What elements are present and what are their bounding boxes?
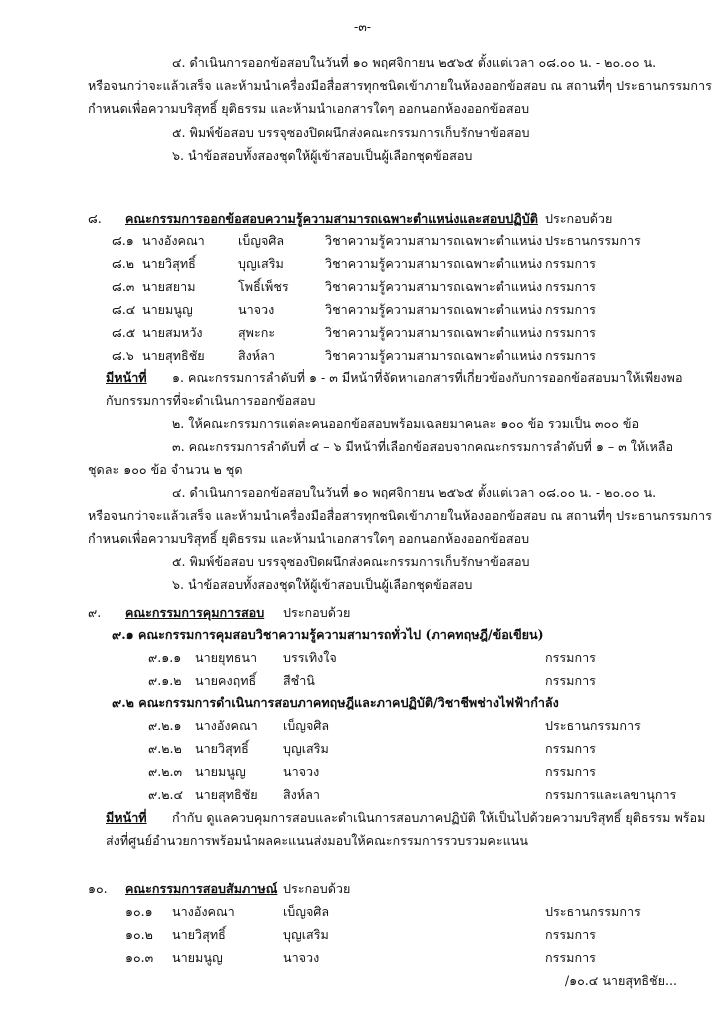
member-role: ประธานกรรมการ [545, 718, 641, 733]
member-first-name: นายวิสุทธิ์ [142, 256, 196, 271]
member-role: กรรมการ [545, 256, 596, 271]
paragraph-5: ๕. พิมพ์ข้อสอบ บรรจุซองปิดผนึกส่งคณะกรรมการเก็บรักษาข้อสอบ [172, 125, 530, 140]
paragraph-4-line-1: ๔. ดำเนินการออกข้อสอบในวันที่ ๑๐ พฤศจิกายน ๒๕๖๕ ตั้งแต่เวลา ๐๘.๐๐ น. - ๒๐.๐๐ น. [172, 55, 657, 70]
section-8-duty-label: มีหน้าที่ [106, 370, 147, 385]
section-10-composed: ประกอบด้วย [283, 881, 351, 896]
subsection-9-2-heading: ๙.๒ คณะกรรมการดำเนินการสอบภาคทฤษฎีและภาคปฏิบัติ/วิชาชีพช่างไฟฟ้ากำลัง [112, 695, 559, 710]
member-number: ๙.๒.๒ [148, 741, 182, 756]
member-first-name: นางอังคณา [142, 233, 205, 248]
member-role: กรรมการ [545, 741, 596, 756]
section-9-duty-line-2: ส่งที่ศูนย์อำนวยการพร้อมนำผลคะแนนส่งมอบให้คณะกรรมการรวบรวมคะแนน [106, 833, 528, 848]
section-10-heading: คณะกรรมการสอบสัมภาษณ์ [125, 881, 278, 896]
member-number: ๑๐.๒ [125, 927, 153, 942]
member-subject: วิชาความรู้ความสามารถเฉพาะตำแหน่ง [325, 325, 543, 340]
member-last-name: เบ็ญจศิล [283, 904, 330, 919]
member-last-name: เบ็ญจศิล [238, 233, 285, 248]
duty-4-line-3: กำหนดเพื่อความบริสุทธิ์ ยุติธรรม และห้ามนำเอกสารใดๆ ออกนอกห้องออกข้อสอบ [88, 531, 530, 546]
member-number: ๑๐.๑ [125, 904, 153, 919]
member-last-name: สิงห์ลา [283, 787, 320, 802]
duty-5: ๕. พิมพ์ข้อสอบ บรรจุซองปิดผนึกส่งคณะกรรมการเก็บรักษาข้อสอบ [172, 554, 530, 569]
section-8-composed: ประกอบด้วย [545, 211, 613, 226]
member-last-name: บรรเทิงใจ [283, 650, 337, 665]
section-8-number: ๘. [88, 211, 102, 226]
member-number: ๙.๑.๑ [148, 650, 182, 665]
section-8-heading: คณะกรรมการออกข้อสอบความรู้ความสามารถเฉพาะตำแหน่งและสอบปฏิบัติ [125, 211, 538, 226]
member-role: กรรมการ [545, 650, 596, 665]
member-first-name: นายคงฤทธิ์ [195, 673, 257, 688]
duty-3-line-2: ชุดละ ๑๐๐ ข้อ จำนวน ๒ ชุด [88, 462, 243, 477]
member-last-name: สิงห์ลา [238, 348, 275, 363]
member-first-name: นายวิสุทธิ์ [172, 927, 226, 942]
member-last-name: สุพะกะ [238, 325, 276, 340]
duty-1-line-2: กับกรรมการที่จะดำเนินการออกข้อสอบ [106, 393, 316, 408]
duty-4-line-2: หรือจนกว่าจะแล้วเสร็จ และห้ามนำเครื่องมือสื่อสารทุกชนิดเข้าภายในห้องออกข้อสอบ ณ สถานที่ๆ ประธานกรรมการ [88, 508, 712, 523]
duty-1-line-1: ๑. คณะกรรมการลำดับที่ ๑ - ๓ มีหน้าที่จัดหาเอกสารที่เกี่ยวข้องกับการออกข้อสอบมาให้เพียงพอ [172, 370, 683, 385]
member-role: ประธานกรรมการ [545, 233, 641, 248]
member-first-name: นายมนูญ [195, 764, 246, 779]
member-number: ๑๐.๓ [125, 950, 154, 965]
member-role: ประธานกรรมการ [545, 904, 641, 919]
member-last-name: นาจวง [238, 302, 275, 317]
member-last-name: สีชำนิ [283, 673, 315, 688]
member-role: กรรมการ [545, 279, 596, 294]
member-first-name: นายมนูญ [142, 302, 193, 317]
member-number: ๙.๒.๑ [148, 718, 182, 733]
member-subject: วิชาความรู้ความสามารถเฉพาะตำแหน่ง [325, 279, 543, 294]
member-first-name: นายสมหวัง [142, 325, 203, 340]
member-last-name: บุญเสริม [283, 927, 329, 942]
member-first-name: นายวิสุทธิ์ [195, 741, 249, 756]
member-last-name: เบ็ญจศิล [283, 718, 330, 733]
member-number: ๙.๑.๒ [148, 673, 182, 688]
paragraph-4-line-2: หรือจนกว่าจะแล้วเสร็จ และห้ามนำเครื่องมือสื่อสารทุกชนิดเข้าภายในห้องออกข้อสอบ ณ สถานที่ๆ ประธานกรรมการ [88, 78, 712, 93]
member-number: ๙.๒.๔ [148, 787, 184, 802]
subsection-9-1-heading: ๙.๑ คณะกรรมการคุมสอบวิชาความรู้ความสามารถทั่วไป (ภาคทฤษฎี/ข้อเขียน) [112, 627, 544, 642]
paragraph-4-line-3: กำหนดเพื่อความบริสุทธิ์ ยุติธรรม และห้ามนำเอกสารใดๆ ออกนอกห้องออกข้อสอบ [88, 101, 530, 116]
member-number: ๘.๑ [112, 233, 134, 248]
member-number: ๘.๔ [112, 302, 136, 317]
member-number: ๘.๕ [112, 325, 136, 340]
member-role: กรรมการ [545, 673, 596, 688]
section-10-number: ๑๐. [88, 881, 108, 896]
member-number: ๘.๖ [112, 348, 134, 363]
member-last-name: โพธิ์เพ็ชร [238, 279, 289, 294]
member-role: กรรมการ [545, 302, 596, 317]
paragraph-6: ๖. นำข้อสอบทั้งสองชุดให้ผู้เข้าสอบเป็นผู้เลือกชุดข้อสอบ [172, 148, 473, 163]
member-last-name: บุญเสริม [283, 741, 329, 756]
member-subject: วิชาความรู้ความสามารถเฉพาะตำแหน่ง [325, 302, 543, 317]
member-subject: วิชาความรู้ความสามารถเฉพาะตำแหน่ง [325, 348, 543, 363]
member-first-name: นายสุทธิชัย [142, 348, 205, 363]
member-role: กรรมการและเลขานุการ [545, 787, 677, 802]
member-last-name: นาจวง [283, 764, 320, 779]
member-role: กรรมการ [545, 348, 596, 363]
member-last-name: นาจวง [283, 950, 320, 965]
member-first-name: นายสุทธิชัย [195, 787, 258, 802]
member-role: กรรมการ [545, 950, 596, 965]
section-9-number: ๙. [88, 605, 102, 620]
member-role: กรรมการ [545, 325, 596, 340]
member-role: กรรมการ [545, 764, 596, 779]
section-9-duty-label: มีหน้าที่ [106, 810, 147, 825]
member-last-name: บุญเสริม [238, 256, 284, 271]
section-9-duty-line-1: กำกับ ดูแลควบคุมการสอบและดำเนินการสอบภาคปฏิบัติ ให้เป็นไปด้วยความบริสุทธิ์ ยุติธรรม พร้อม [172, 810, 706, 825]
duty-4-line-1: ๔. ดำเนินการออกข้อสอบในวันที่ ๑๐ พฤศจิกายน ๒๕๖๕ ตั้งแต่เวลา ๐๘.๐๐ น. - ๒๐.๐๐ น. [172, 485, 657, 500]
member-first-name: นายมนูญ [172, 950, 223, 965]
page-number: -๓- [353, 19, 372, 34]
section-9-heading: คณะกรรมการคุมการสอบ [125, 605, 265, 620]
duty-6: ๖. นำข้อสอบทั้งสองชุดให้ผู้เข้าสอบเป็นผู้เลือกชุดข้อสอบ [172, 577, 473, 592]
member-subject: วิชาความรู้ความสามารถเฉพาะตำแหน่ง [325, 256, 543, 271]
member-first-name: นายยุทธนา [195, 650, 258, 665]
section-9-composed: ประกอบด้วย [283, 605, 351, 620]
member-number: ๘.๒ [112, 256, 135, 271]
member-first-name: นางอังคณา [195, 718, 258, 733]
member-number: ๙.๒.๓ [148, 764, 183, 779]
continuation-note: /๑๐.๔ นายสุทธิชัย... [564, 973, 677, 988]
member-first-name: นางอังคณา [172, 904, 235, 919]
member-number: ๘.๓ [112, 279, 135, 294]
member-role: กรรมการ [545, 927, 596, 942]
duty-2: ๒. ให้คณะกรรมการแต่ละคนออกข้อสอบพร้อมเฉลยมาคนละ ๑๐๐ ข้อ รวมเป็น ๓๐๐ ข้อ [172, 416, 640, 431]
duty-3-line-1: ๓. คณะกรรมการลำดับที่ ๔ – ๖ มีหน้าที่เลือกข้อสอบจากคณะกรรมการลำดับที่ ๑ – ๓ ให้เหลือ [172, 439, 674, 454]
member-subject: วิชาความรู้ความสามารถเฉพาะตำแหน่ง [325, 233, 543, 248]
member-first-name: นายสยาม [142, 279, 196, 294]
